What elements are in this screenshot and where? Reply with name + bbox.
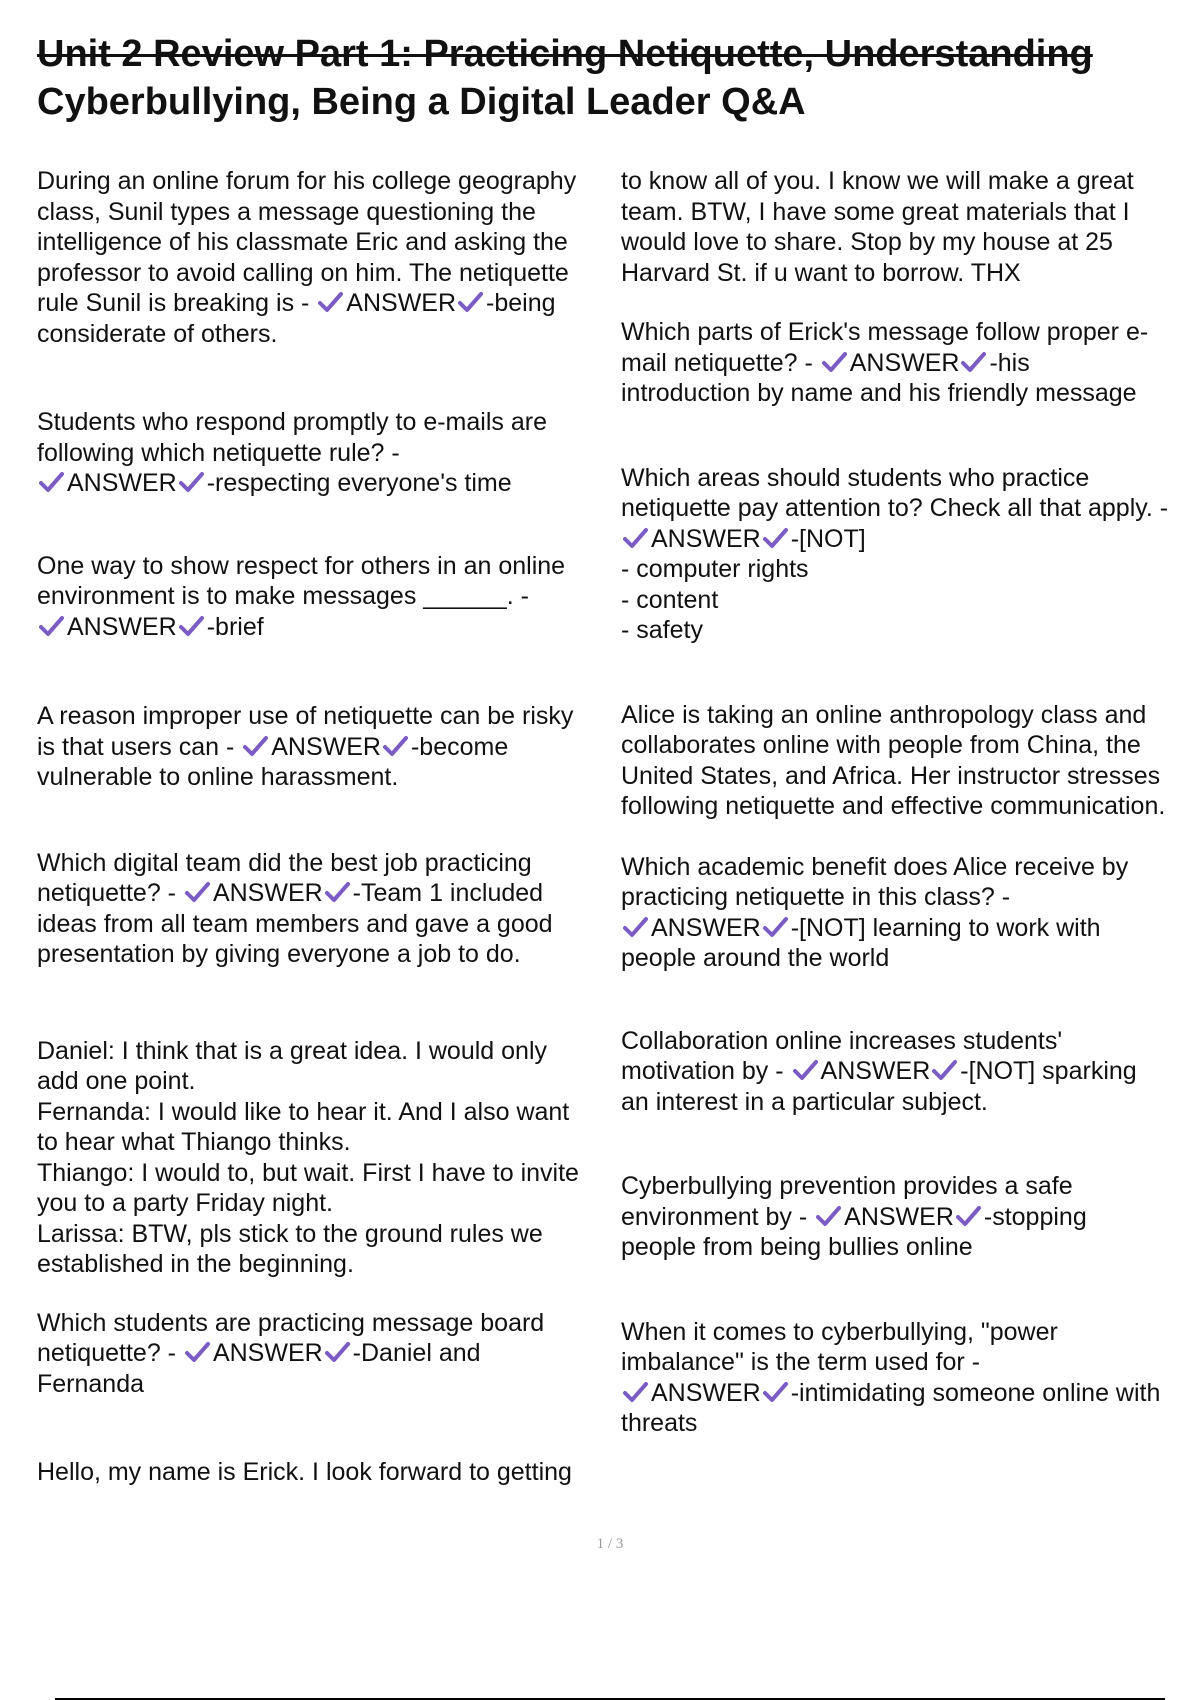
answer-text: -stopping — [983, 1202, 1087, 1231]
answer-text: -Daniel and — [352, 1339, 481, 1367]
question-text: following which netiquette rule? - — [37, 438, 400, 467]
purple-checkmark-icon — [242, 734, 269, 758]
scenario-text: Alice is taking an online anthropology class and — [621, 700, 1147, 729]
purple-checkmark-icon — [324, 880, 351, 904]
answer-label: ANSWER — [820, 1057, 931, 1085]
purple-checkmark-icon — [457, 290, 484, 314]
answer-line — [37, 612, 612, 643]
answer-text: people from being bullies online — [621, 1233, 973, 1261]
answer-text: -his — [989, 348, 1030, 377]
question-power-imbalance — [621, 1317, 1200, 1439]
answer-label: ANSWER — [212, 1339, 323, 1367]
scenario-text: following netiquette and effective communication. — [621, 792, 1166, 820]
purple-checkmark-icon — [178, 470, 205, 494]
answer-text: -respecting everyone's time — [206, 469, 512, 497]
question-text: netiquette? - — [37, 879, 183, 907]
question-text: Which digital team did the best job practicing — [37, 848, 532, 877]
answer-line — [621, 348, 1200, 379]
question-text: Cyberbullying prevention provides a safe — [621, 1172, 1073, 1200]
purple-checkmark-icon — [955, 1204, 982, 1228]
question-text: Which parts of Erick's message follow proper e- — [621, 318, 1149, 346]
message-text: Hello, my name is Erick. I look forward to getting — [37, 1458, 572, 1486]
answer-text: -intimidating someone online with — [790, 1378, 1161, 1407]
question-text: One way to show respect for others in an online — [37, 551, 566, 580]
answer-text: -[NOT] learning to work with — [790, 913, 1101, 942]
question-text: professor to avoid calling on him. The netiquette — [37, 258, 569, 287]
purple-checkmark-icon — [324, 1340, 351, 1364]
question-collaboration — [621, 1026, 1200, 1118]
dialog-line: Thiango: I would to, but wait. First I have to invite — [37, 1158, 579, 1187]
answer-line — [621, 1378, 1200, 1409]
question-academic-benefit — [621, 852, 1200, 974]
question-digital-team — [37, 848, 612, 970]
answer-label: ANSWER — [212, 879, 323, 907]
question-text: intelligence of his classmate Eric and asking the — [37, 228, 568, 256]
answer-line — [37, 732, 612, 763]
question-text: Collaboration online increases students' — [621, 1026, 1063, 1055]
purple-checkmark-icon — [184, 880, 211, 904]
purple-checkmark-icon — [622, 1380, 649, 1404]
answer-line — [621, 1056, 1200, 1087]
question-erick-message — [621, 317, 1200, 409]
answer-line — [37, 468, 612, 499]
question-show-respect — [37, 551, 612, 643]
answer-line — [621, 524, 1200, 555]
answer-text: Fernanda — [37, 1369, 145, 1398]
answer-label: ANSWER — [651, 524, 761, 553]
question-text: imbalance" is the term used for - — [621, 1348, 981, 1376]
alice-scenario — [621, 700, 1200, 822]
purple-checkmark-icon — [38, 614, 65, 638]
right-column — [621, 166, 1200, 1439]
question-text: Which academic benefit does Alice receive by — [621, 852, 1129, 881]
question-improper-netiquette — [37, 701, 612, 793]
purple-checkmark-icon — [792, 1058, 819, 1082]
answer-label: ANSWER — [67, 612, 177, 641]
question-text: environment is to make messages ______. - — [37, 582, 529, 610]
answer-text: -brief — [206, 612, 264, 641]
answer-label: ANSWER — [849, 348, 960, 377]
question-text: During an online forum for his college geography — [37, 167, 577, 195]
message-text: team. BTW, I have some great materials that I — [621, 197, 1130, 226]
question-respond-promptly — [37, 407, 612, 499]
answer-text: -become — [410, 732, 509, 761]
question-areas-attention — [621, 463, 1200, 646]
answer-label: ANSWER — [651, 913, 761, 942]
question-text: motivation by - — [621, 1057, 791, 1085]
question-text: is that users can - — [37, 732, 242, 761]
answer-line — [621, 913, 1200, 944]
left-column — [37, 166, 612, 1488]
answer-text: vulnerable to online harassment. — [37, 763, 399, 791]
dialog-line: established in the beginning. — [37, 1250, 354, 1278]
answer-text: people around the world — [621, 944, 890, 972]
message-text: to know all of you. I know we will make a great — [621, 167, 1134, 195]
answer-text: -[NOT] — [790, 524, 866, 553]
answer-line — [37, 288, 612, 319]
purple-checkmark-icon — [622, 915, 649, 939]
purple-checkmark-icon — [821, 350, 848, 374]
dialog-line: add one point. — [37, 1067, 196, 1095]
purple-checkmark-icon — [317, 290, 344, 314]
message-text: would love to share. Stop by my house at 25 — [621, 228, 1113, 256]
question-text: class, Sunil types a message questioning the — [37, 197, 536, 226]
title-line-2: Cyberbullying, Being a Digital Leader Q&A — [37, 81, 806, 123]
dialog-excerpt — [37, 1036, 612, 1280]
question-text: A reason improper use of netiquette can be risky — [37, 702, 574, 730]
answer-text: an interest in a particular subject. — [621, 1087, 988, 1116]
scenario-text: collaborates online with people from China, the — [621, 731, 1141, 759]
purple-checkmark-icon — [762, 1380, 789, 1404]
answer-text: -[NOT] sparking — [960, 1057, 1137, 1085]
dialog-line: Daniel: I think that is a great idea. I would only — [37, 1036, 548, 1065]
purple-checkmark-icon — [815, 1204, 842, 1228]
dialog-line: Larissa: BTW, pls stick to the ground rules we — [37, 1219, 543, 1248]
answer-label: ANSWER — [67, 469, 177, 497]
answer-text: ideas from all team members and gave a good — [37, 909, 553, 938]
purple-checkmark-icon — [382, 734, 409, 758]
answer-text: considerate of others. — [37, 319, 278, 348]
question-text: environment by - — [621, 1202, 815, 1231]
purple-checkmark-icon — [762, 526, 789, 550]
page-number: 1 / 3 — [596, 1536, 624, 1552]
answer-text: presentation by giving everyone a job to do. — [37, 940, 521, 968]
purple-checkmark-icon — [762, 915, 789, 939]
purple-checkmark-icon — [622, 526, 649, 550]
question-message-board — [37, 1308, 612, 1400]
dialog-line: you to a party Friday night. — [37, 1189, 333, 1217]
purple-checkmark-icon — [178, 614, 205, 638]
question-text: Students who respond promptly to e-mails are — [37, 408, 547, 436]
answer-label: ANSWER — [651, 1378, 761, 1407]
question-text: Which areas should students who practice — [621, 463, 1090, 492]
answer-text: introduction by name and his friendly message — [621, 379, 1137, 407]
title-line-1: Unit 2 Review Part 1: Practicing Netiquette, Understanding — [37, 33, 1093, 75]
answer-line — [37, 1338, 612, 1369]
question-text: When it comes to cyberbullying, "power — [621, 1317, 1058, 1346]
question-text: rule Sunil is breaking is - — [37, 289, 317, 317]
question-text: netiquette pay attention to? Check all that apply. - — [621, 494, 1169, 522]
answer-list-item: - computer rights — [621, 555, 809, 583]
purple-checkmark-icon — [38, 470, 65, 494]
erick-message-continued — [621, 166, 1200, 288]
dialog-line: Fernanda: I would like to hear it. And I also want — [37, 1097, 570, 1126]
erick-message-start — [37, 1457, 612, 1488]
question-text: netiquette? - — [37, 1339, 183, 1367]
question-text: mail netiquette? - — [621, 348, 820, 377]
page-title — [37, 30, 1177, 126]
answer-label: ANSWER — [844, 1202, 954, 1231]
question-cyberbullying-prevention — [621, 1171, 1200, 1263]
message-text: Harvard St. if u want to borrow. THX — [621, 258, 1021, 287]
purple-checkmark-icon — [931, 1058, 958, 1082]
answer-list-item: - safety — [621, 616, 703, 644]
answer-text: -Team 1 included — [352, 879, 544, 907]
answer-line — [37, 878, 612, 909]
answer-text: threats — [621, 1409, 698, 1437]
answer-text: -being — [486, 289, 556, 317]
scenario-text: United States, and Africa. Her instructor stresses — [621, 761, 1161, 790]
question-text: practicing netiquette in this class? - — [621, 883, 1011, 911]
answer-label: ANSWER — [271, 732, 381, 761]
purple-checkmark-icon — [184, 1340, 211, 1364]
question-text: Which students are practicing message board — [37, 1308, 545, 1337]
dialog-line: to hear what Thiango thinks. — [37, 1128, 351, 1156]
answer-line — [621, 1202, 1200, 1233]
question-sunil — [37, 166, 612, 349]
purple-checkmark-icon — [960, 350, 987, 374]
answer-list-item: - content — [621, 585, 719, 614]
answer-label: ANSWER — [346, 289, 457, 317]
